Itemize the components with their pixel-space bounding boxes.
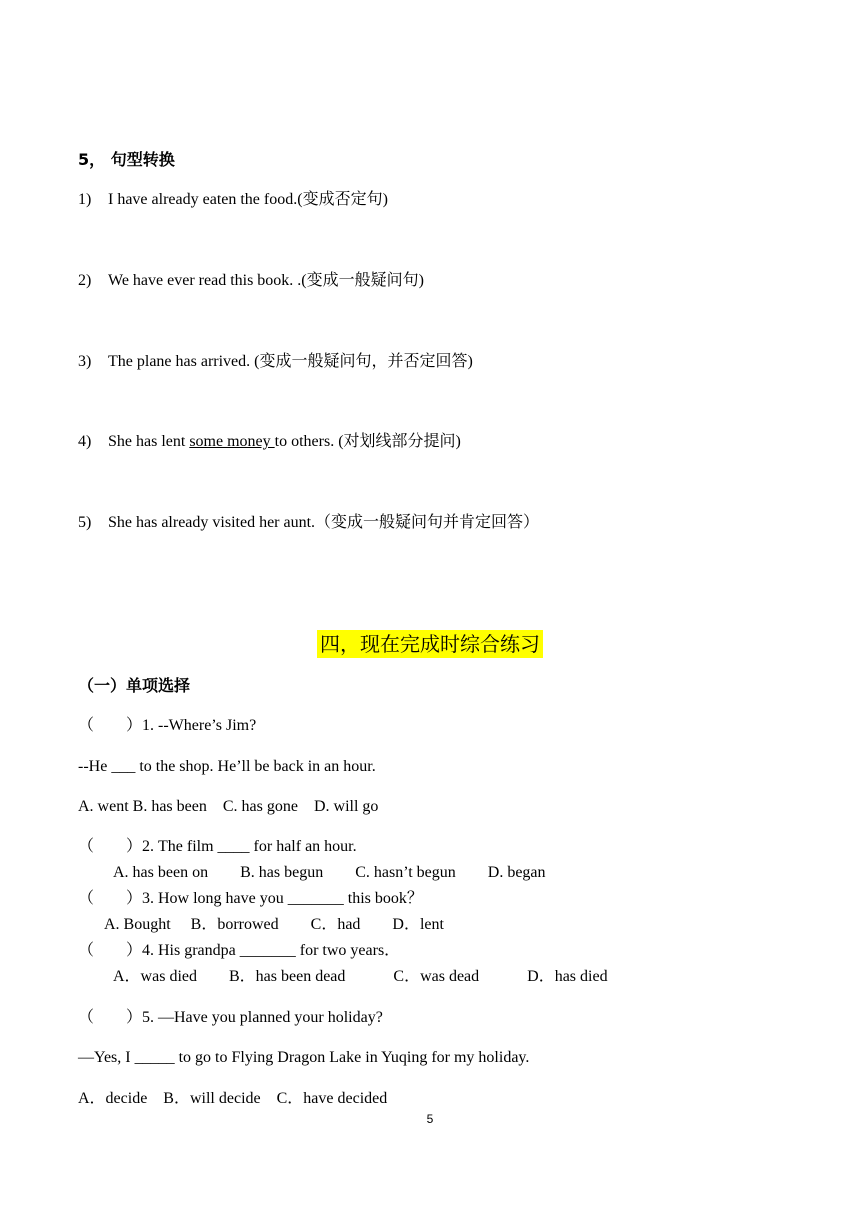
question-5-line2: —Yes, I _____ to go to Flying Dragon Lake in Yuqing for my holiday.: [78, 1049, 530, 1066]
question-5-stem: （ ）5. —Have you planned your holiday?: [78, 1009, 383, 1026]
question-2-options: A. has been on B. has begun C. hasn’t begun D. began: [113, 864, 546, 881]
item-2-text: We have ever read this book. .(变成一般疑问句): [108, 272, 424, 289]
question-1-options: A. went B. has been C. has gone D. will go: [78, 798, 379, 815]
item-1-number: 1): [78, 191, 92, 208]
item-2-number: 2): [78, 272, 92, 289]
item-5-number: 5): [78, 514, 92, 531]
item-3-text: The plane has arrived. (变成一般疑问句，并否定回答): [108, 353, 473, 370]
section-5-title: 5， 句型转换: [78, 150, 175, 169]
item-4-post: to others. (对划线部分提问): [274, 433, 461, 450]
item-5-text: She has already visited her aunt.（变成一般疑问句并肯定回答）: [108, 514, 540, 531]
question-1-stem: （ ）1. --Where’s Jim?: [78, 717, 257, 734]
item-4-underlined: some money: [189, 433, 275, 450]
page-number: 5: [426, 1112, 434, 1126]
subsection-title: （一）单项选择: [78, 676, 191, 695]
section-four-heading-wrap: [0, 630, 860, 658]
item-3-number: 3): [78, 353, 92, 370]
item-4-number: 4): [78, 433, 92, 450]
question-4-options: A．was died B．has been dead C．was dead D．has died: [113, 968, 608, 985]
item-4-pre: She has lent: [108, 433, 190, 450]
section-four-title: 四，现在完成时综合练习: [317, 630, 543, 658]
question-1-line2: --He ___ to the shop. He’ll be back in an hour.: [78, 758, 376, 775]
question-4-stem: （ ）4. His grandpa _______ for two years．: [78, 942, 401, 959]
question-3-options: A. Bought B．borrowed C．had D．lent: [104, 916, 444, 933]
question-5-options: A．decide B．will decide C．have decided: [78, 1090, 388, 1107]
question-3-stem: （ ）3. How long have you _______ this book？: [78, 890, 423, 907]
question-2-stem: （ ）2. The film ____ for half an hour.: [78, 838, 357, 855]
item-1-text: I have already eaten the food.(变成否定句): [108, 191, 388, 208]
item-4-text: [108, 432, 461, 452]
